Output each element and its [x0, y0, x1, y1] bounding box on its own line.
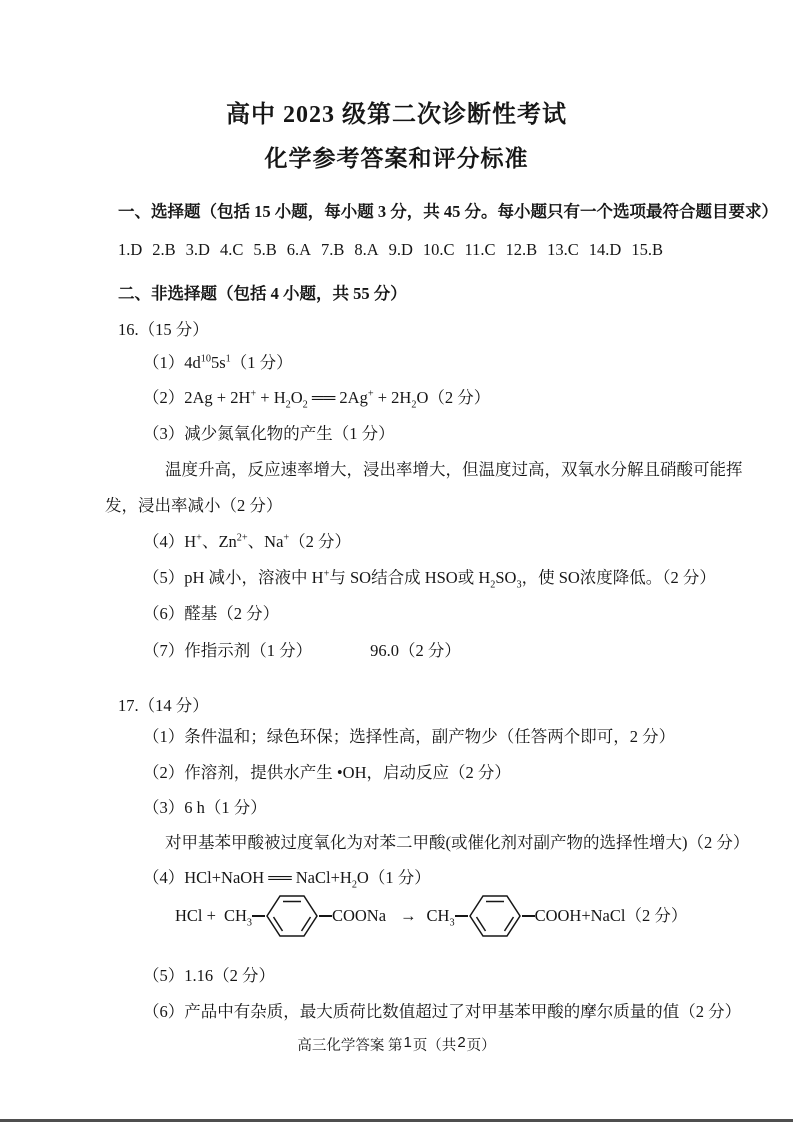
q17-heading: 17.（14 分） — [118, 696, 209, 715]
page-subtitle: 化学参考答案和评分标准 — [264, 146, 529, 171]
choice-answer-11: 11.C — [464, 240, 496, 259]
equation-methyl-right: $CH_3$ — [426, 905, 455, 929]
choice-answer-8: 8.A — [354, 240, 379, 259]
q16-item-1: $(1)4d^{10}5s^1(1$ 分） — [143, 353, 293, 372]
equation-methyl-left: $CH_3$ — [223, 905, 252, 929]
page-footer — [0, 1034, 793, 1055]
q17-item-3-note: 对甲基苯甲酸被过度氧化为对苯二甲酸(或催化剂对副产物的选择性增大)（2 分） — [165, 833, 750, 852]
choice-answer-7: 7.B — [320, 240, 345, 259]
choice-answer-12: 12.B — [505, 240, 538, 259]
bond-line-icon — [522, 915, 535, 917]
q17-item-3: （3）6 h（1 分） — [143, 798, 267, 817]
benzene-ring-icon — [265, 893, 319, 939]
q16-item-7-answer: （7）作指示剂（1 分） — [143, 641, 313, 660]
choice-answer-10: 10.C — [422, 240, 455, 259]
q16-heading: 16.（15 分） — [118, 320, 209, 339]
exam-title: 高中 2023 级第二次诊断性考试 — [226, 102, 567, 128]
q17-item-1: （1）条件温和；绿色环保；选择性高，副产物少（任答两个即可，2 分） — [143, 727, 676, 746]
q17-item-6: （6）产品中有杂质，最大质荷比数值超过了对甲基苯甲酸的摩尔质量的值（2 分） — [143, 1002, 742, 1021]
equation-group-coona: COONa — [331, 905, 387, 925]
footer-label: 高三化学答案 第 — [297, 1038, 403, 1054]
reaction-arrow-icon: → — [400, 905, 417, 925]
choice-answer-3: 3.D — [185, 240, 210, 259]
q17-structural-equation — [175, 893, 687, 939]
choice-answer-1: 1.D — [118, 240, 143, 259]
q16-item-3-note-line-2: 发，浸出率减小（2 分） — [105, 496, 283, 515]
q16-item-3: （3）减少氮氧化物的产生（1 分） — [143, 424, 395, 443]
choice-answer-4: 4.C — [219, 240, 244, 259]
bond-line-icon — [319, 915, 332, 917]
choice-answer-14: 14.D — [588, 240, 622, 259]
bond-line-icon — [455, 915, 468, 917]
choice-answer-5: 5.B — [253, 240, 277, 259]
footer-mid: 页（共 — [412, 1038, 457, 1054]
equation-reactant-hcl: HCl + — [175, 905, 216, 925]
q16-item-7-value: 96.0（2 分） — [370, 641, 461, 660]
choice-answer-6: 6.A — [286, 240, 311, 259]
q16-item-4: （4）H+、$Zn^{2+}$、Na+（2 分） — [143, 532, 352, 551]
section2-heading: 二、非选择题（包括 4 小题，共 55 分） — [118, 284, 407, 303]
q16-item-3-note-line-1: 温度升高，反应速率增大，浸出率增大，但温度过高，双氧水分解且硝酸可能挥 — [165, 460, 743, 479]
footer-page-number: 1 — [403, 1034, 412, 1051]
footer-total-pages: 2 — [457, 1034, 466, 1051]
choice-answer-9: 9.D — [388, 240, 413, 259]
equation-group-cooh-nacl: COOH+NaCl — [534, 905, 626, 925]
choice-answer-13: 13.C — [547, 240, 579, 259]
q16-item-7 — [143, 637, 461, 661]
footer-suffix: 页） — [466, 1038, 496, 1054]
benzene-ring-icon — [468, 893, 522, 939]
q17-item-5: （5）1.16（2 分） — [143, 966, 275, 985]
choice-answers-row — [118, 240, 663, 260]
choice-answer-15: 15.B — [631, 240, 663, 259]
bond-line-icon — [252, 915, 265, 917]
choice-answer-2: 2.B — [152, 240, 176, 259]
equation-score: （2 分） — [625, 905, 688, 925]
q16-item-2: $(2)2Ag + 2H^+ + H_2O_2$ ══ $2Ag^+ + 2H_2O(2$ 分） — [143, 388, 491, 411]
q16-item-6: （6）醛基（2 分） — [143, 604, 280, 623]
q17-item-2: （2）作溶剂，提供水产生 •OH，启动反应（2 分） — [143, 763, 511, 782]
q16-item-5: （5）pH 减小，溶液中 H+与 SO结合成 HSO或 $H_2SO_3$，使 SO浓度降低。（2 分） — [143, 568, 716, 591]
section1-heading: 一、选择题（包括 15 小题，每小题 3 分，共 45 分。每小题只有一个选项最符合题目要求） — [118, 202, 778, 221]
q17-item-4: （4）HCl+NaOH ══ $NaCl+H_2O(1$ 分） — [143, 868, 431, 891]
